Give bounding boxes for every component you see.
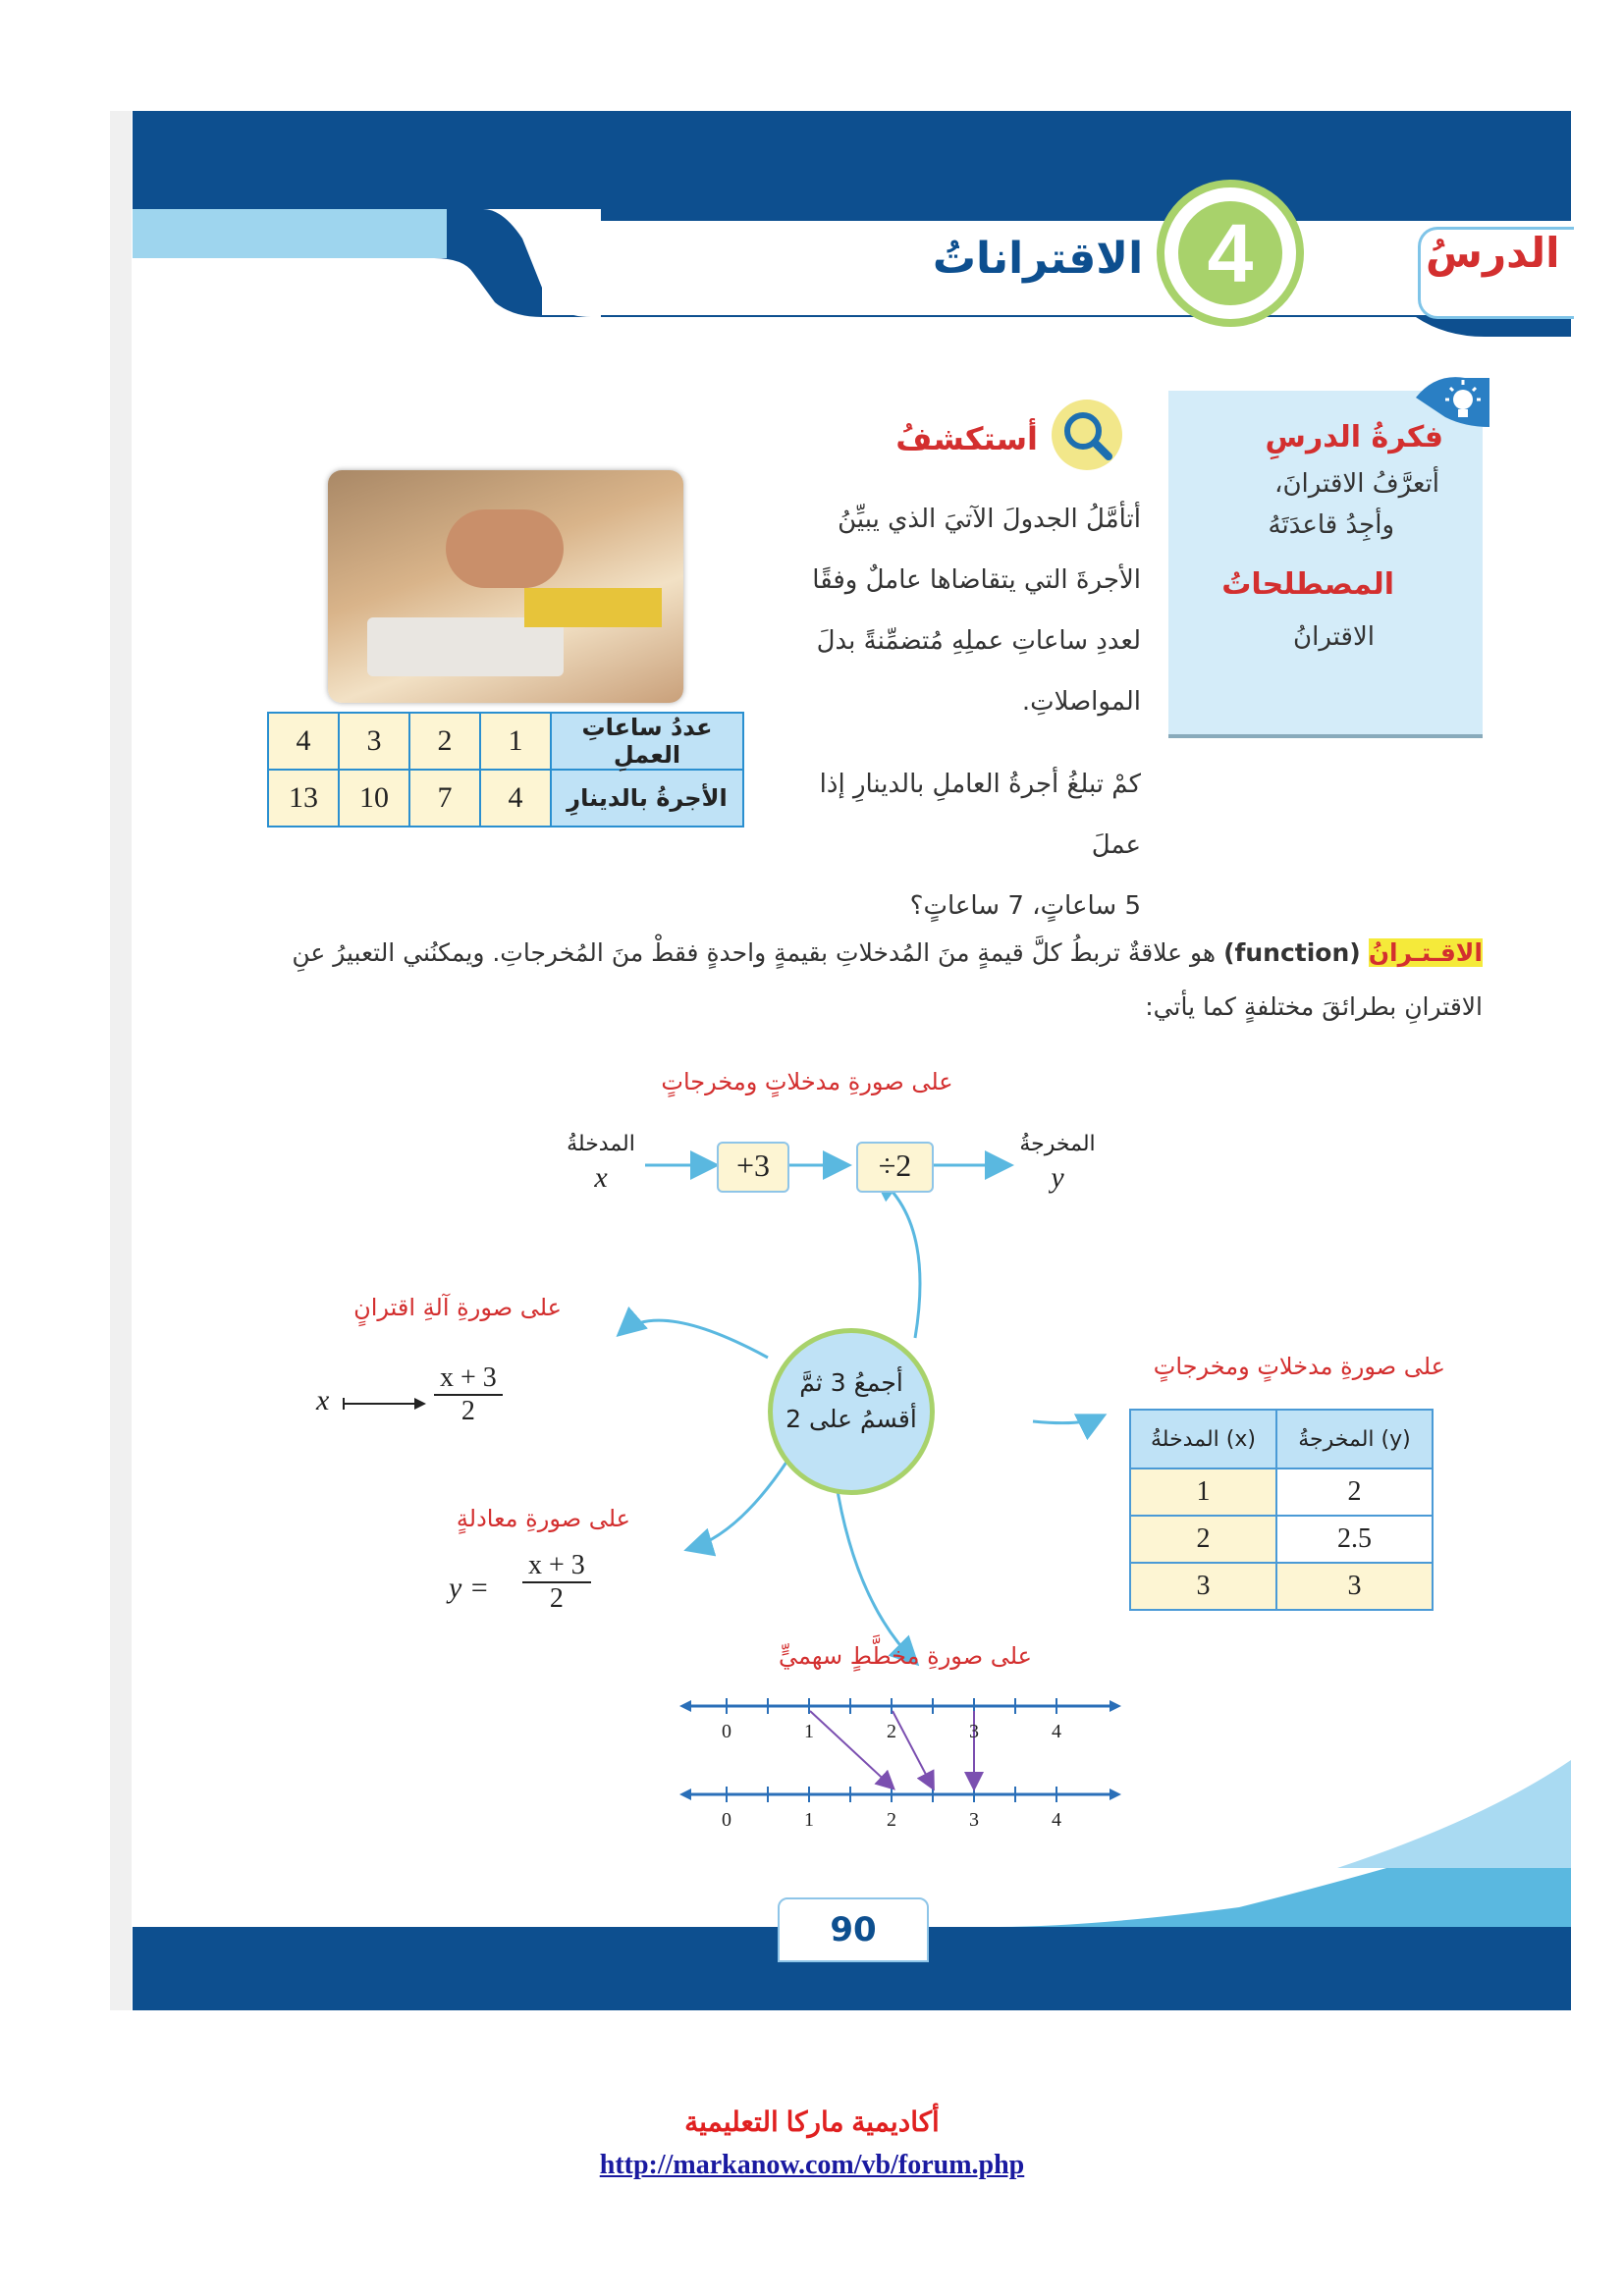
numberline-label: 2 bbox=[887, 1809, 896, 1831]
pay-3: 10 bbox=[339, 770, 409, 827]
lesson-label: الدرسُ bbox=[1426, 229, 1560, 277]
terms-title: المصطلحاتُ bbox=[1221, 567, 1394, 602]
fx-input-3: 3 bbox=[1130, 1563, 1276, 1610]
divide-2-box: ÷2 bbox=[856, 1142, 934, 1193]
fx-output-2: 2.5 bbox=[1276, 1516, 1433, 1563]
table-title: على صورةِ مدخلاتٍ ومخرجاتٍ bbox=[1153, 1353, 1445, 1380]
numberline-label: 3 bbox=[969, 1809, 979, 1831]
explore-line-2: الأجرةَ التي يتقاضاها عاملٌ وفقًا bbox=[812, 565, 1141, 595]
definition-line-2: الاقترانِ بطرائقَ مختلفةٍ كما يأتي: bbox=[1145, 992, 1483, 1021]
textbook-page bbox=[110, 111, 1571, 2010]
machine-title: على صورةِ آلةِ اقترانٍ bbox=[353, 1294, 562, 1321]
fx-output-3: 3 bbox=[1276, 1563, 1433, 1610]
equation-title: على صورةِ معادلةٍ bbox=[456, 1505, 630, 1532]
rule-line-2: أقسمُ على 2 bbox=[785, 1405, 917, 1433]
numberline-label: 4 bbox=[1052, 1721, 1061, 1742]
diagram-arrows bbox=[110, 111, 1571, 2010]
fx-header-output: المخرجةُ (y) bbox=[1276, 1410, 1433, 1468]
arrow-title: على صورةِ مخطَّطٍ سهميٍّ bbox=[779, 1642, 1032, 1670]
page-number: 90 bbox=[778, 1897, 929, 1962]
machine-denominator: 2 bbox=[460, 1396, 475, 1426]
idea-title: فكرةُ الدرسِ bbox=[1265, 420, 1443, 454]
numberline-label: 3 bbox=[969, 1721, 979, 1742]
fx-input-2: 2 bbox=[1130, 1516, 1276, 1563]
numberline-label: 2 bbox=[887, 1721, 896, 1742]
rule-line-1: أجمعُ 3 ثمَّ bbox=[799, 1368, 903, 1397]
explore-line-3: لعددِ ساعاتِ عملِهِ مُتضمِّنةً بدلَ bbox=[816, 626, 1141, 656]
lesson-title: الاقتراناتُ bbox=[932, 234, 1144, 284]
fx-output-1: 2 bbox=[1276, 1468, 1433, 1516]
io-output-label: المخرجةُ bbox=[1019, 1132, 1096, 1156]
hours-4: 4 bbox=[268, 713, 339, 770]
explore-line-4: المواصلاتِ. bbox=[1021, 687, 1141, 717]
hours-3: 3 bbox=[339, 713, 409, 770]
numberline-label: 0 bbox=[722, 1809, 731, 1831]
pay-1: 4 bbox=[480, 770, 551, 827]
io-title: على صورةِ مدخلاتٍ ومخرجاتٍ bbox=[661, 1068, 953, 1095]
pay-2: 7 bbox=[409, 770, 480, 827]
definition-term: الاقـتـرانُ bbox=[1368, 938, 1483, 967]
fx-header-input: المدخلةُ (x) bbox=[1130, 1410, 1276, 1468]
academy-name: أكاديمية ماركا التعليمية bbox=[684, 2107, 940, 2137]
equation-lhs: y = bbox=[449, 1572, 490, 1604]
question-line-1: كمْ تبلغُ أجرةُ العاملِ بالدينارِ إذا عملَ bbox=[819, 770, 1141, 860]
add-3-box: +3 bbox=[717, 1142, 789, 1193]
hours-header: عددُ ساعاتِ العملِ bbox=[551, 713, 743, 770]
pay-header: الأجرةُ بالدينارِ bbox=[551, 770, 743, 827]
numberline-label: 0 bbox=[722, 1721, 731, 1742]
equation-numerator: x + 3 bbox=[522, 1550, 591, 1583]
hours-1: 1 bbox=[480, 713, 551, 770]
explore-title: أستكشفُ bbox=[895, 420, 1038, 457]
io-input-label: المدخلةُ bbox=[567, 1132, 635, 1156]
fx-input-1: 1 bbox=[1130, 1468, 1276, 1516]
explore-line-1: أتأمَّلُ الجدولَ الآتيَ الذي يبيِّنُ bbox=[838, 505, 1141, 534]
footer-band bbox=[110, 1731, 1571, 2010]
numberline-label: 1 bbox=[804, 1721, 814, 1742]
machine-numerator: x + 3 bbox=[434, 1362, 503, 1396]
hours-2: 2 bbox=[409, 713, 480, 770]
pay-4: 13 bbox=[268, 770, 339, 827]
idea-text-2: وأجِدُ قاعدَتَهُ bbox=[1268, 510, 1394, 540]
definition-english: (function) bbox=[1223, 938, 1361, 967]
machine-fraction bbox=[434, 1362, 503, 1427]
lesson-number: 4 bbox=[1178, 201, 1282, 305]
question-line-2: 5 ساعاتٍ، 7 ساعاتٍ؟ bbox=[909, 891, 1141, 921]
page-margin bbox=[110, 111, 132, 2010]
equation-fraction bbox=[522, 1550, 591, 1615]
numberline-label: 1 bbox=[804, 1809, 814, 1831]
definition-rest: هو علاقةٌ تربطُ كلَّ قيمةٍ منَ المُدخلاتِ بقيمةٍ واحدةٍ فقطْ منَ المُخرجاتِ. ويمكنُني التعبيرُ عنِ bbox=[292, 938, 1217, 967]
io-input-var: x bbox=[594, 1161, 608, 1194]
function-table bbox=[1129, 1409, 1434, 1611]
numberline-label: 4 bbox=[1052, 1809, 1061, 1831]
io-output-var: y bbox=[1051, 1161, 1064, 1194]
equation-denominator: 2 bbox=[549, 1583, 564, 1614]
idea-text-1: أتعرَّفُ الاقترانَ، bbox=[1274, 469, 1439, 499]
academy-url[interactable]: http://markanow.com/vb/forum.php bbox=[599, 2150, 1025, 2180]
terms-list: الاقترانُ bbox=[1293, 622, 1375, 652]
machine-var: x bbox=[316, 1384, 330, 1416]
rule-circle bbox=[768, 1328, 935, 1495]
